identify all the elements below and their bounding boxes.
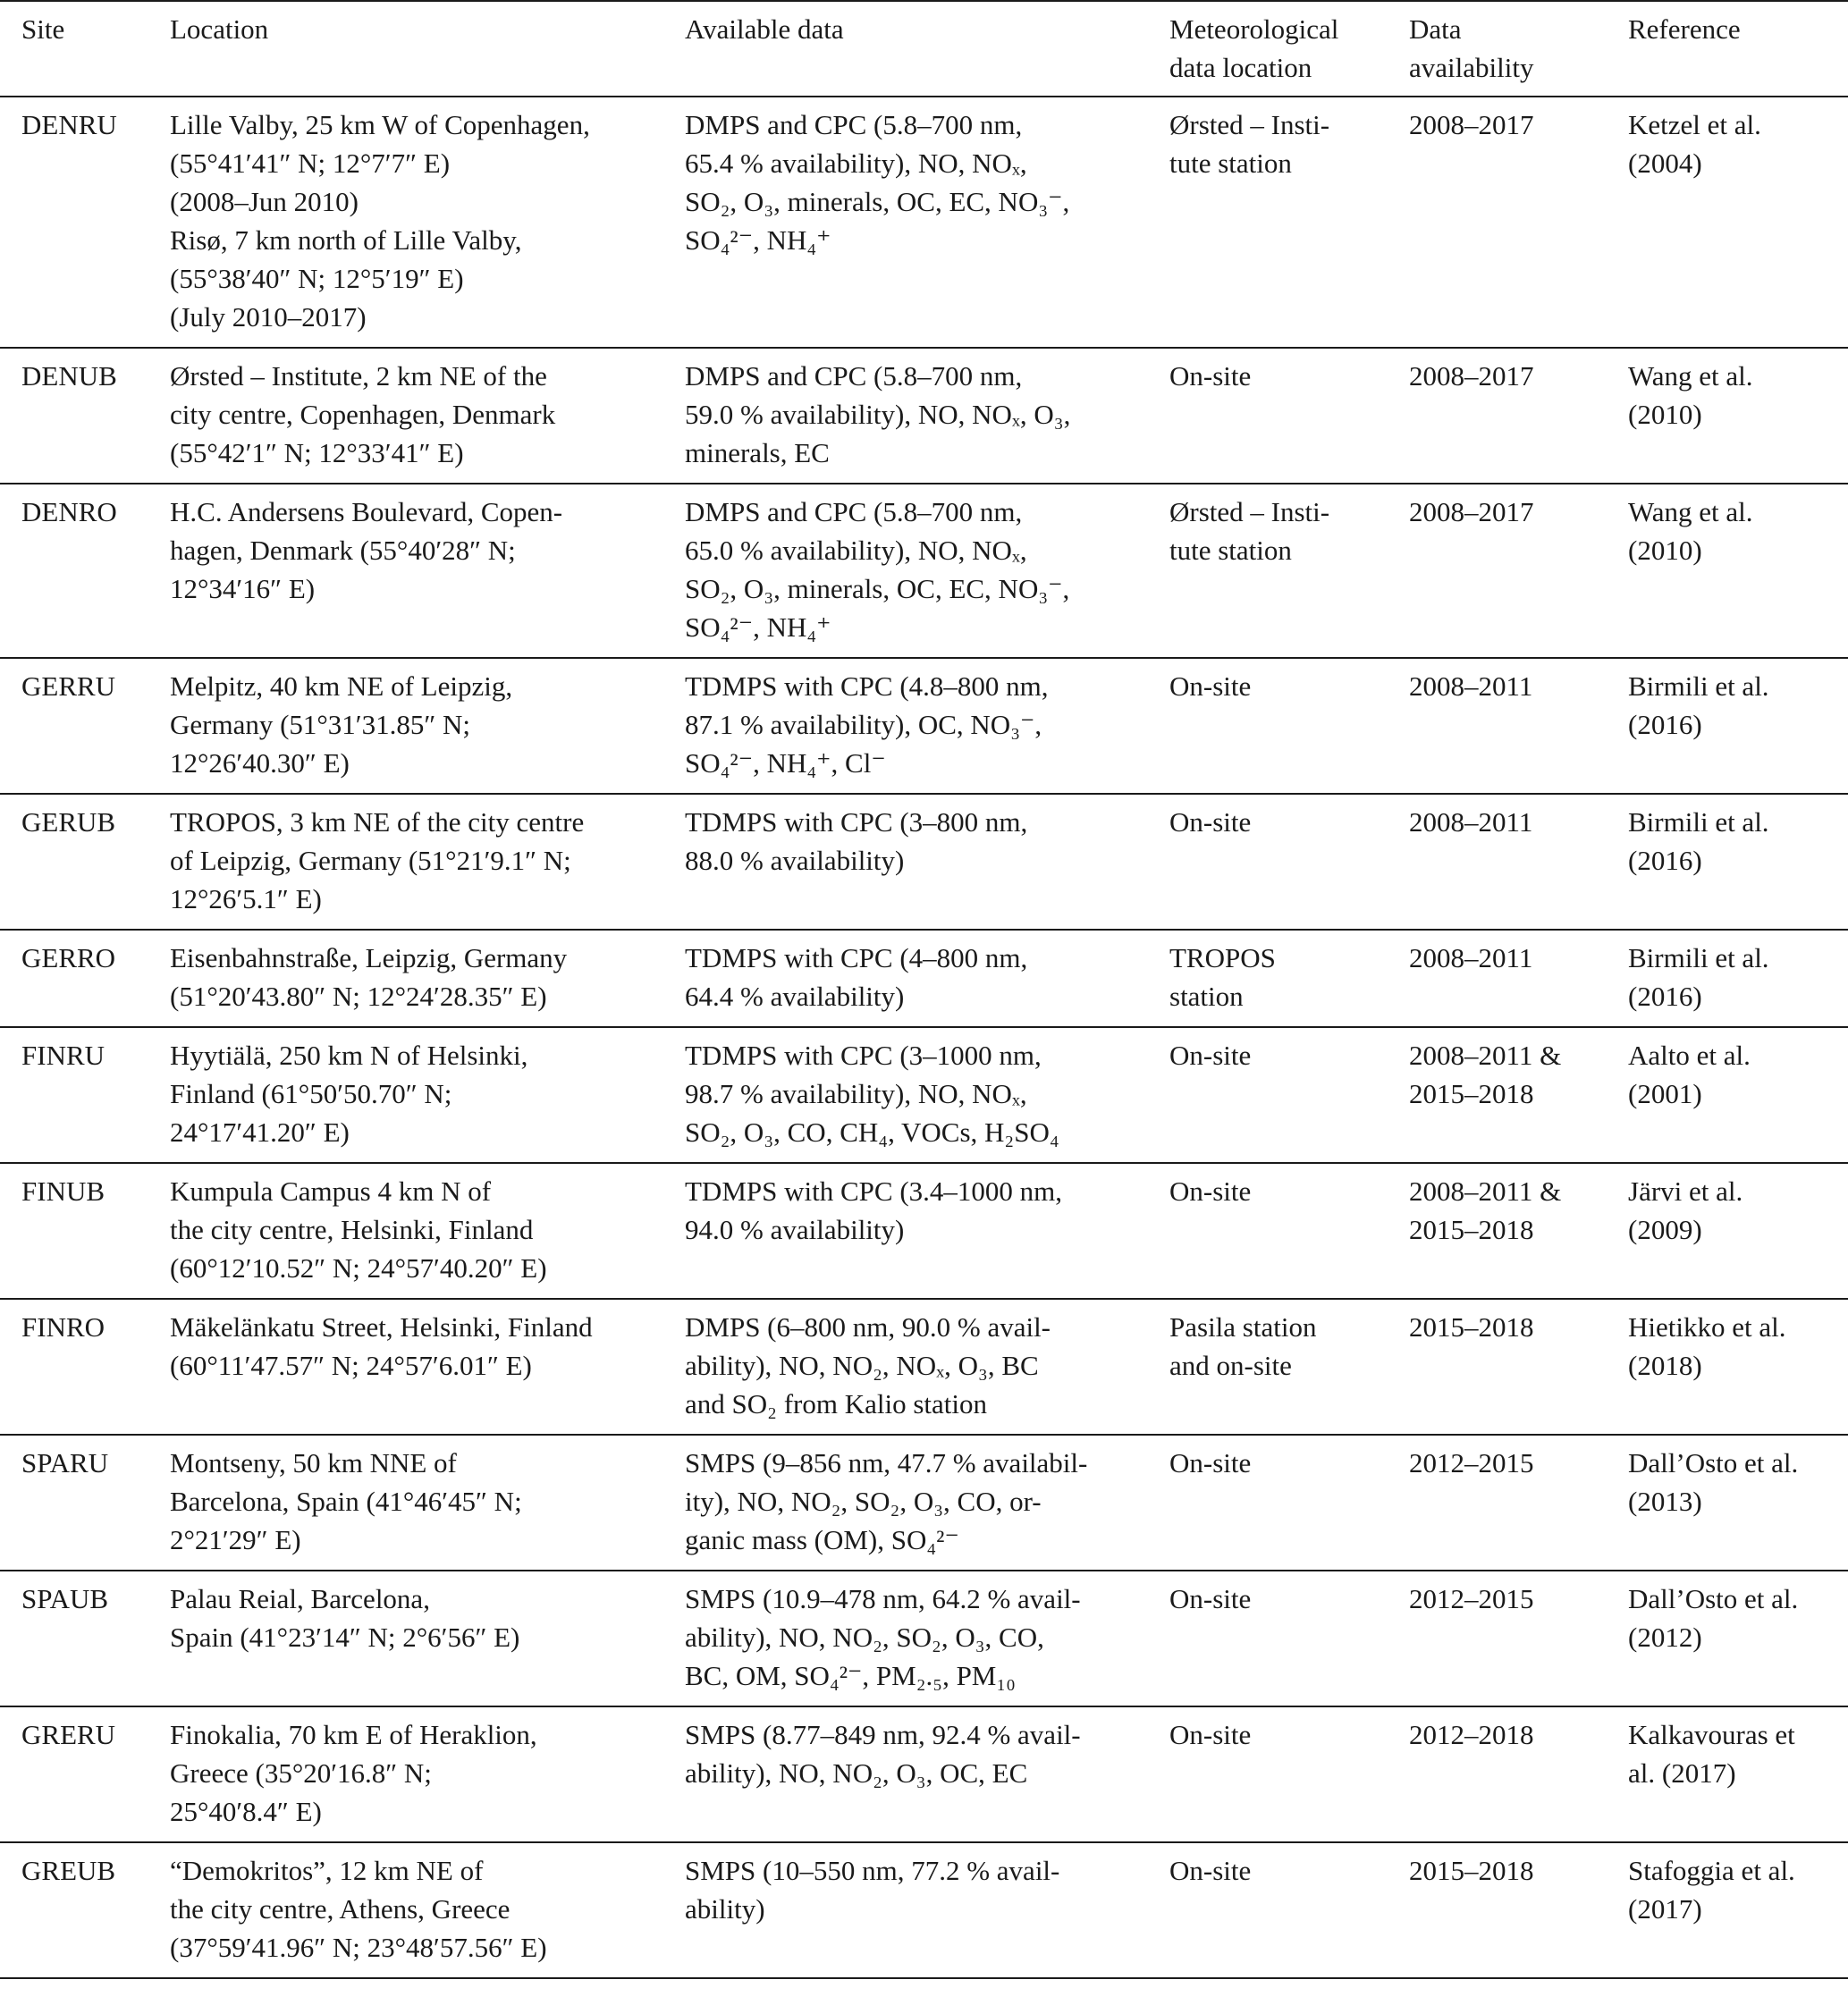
met-location-line: and on-site — [1169, 1350, 1292, 1381]
available-data-line: 64.4 % availability) — [685, 981, 905, 1012]
location-line: (55°42′1″ N; 12°33′41″ E) — [170, 437, 464, 468]
loc-cell — [148, 1163, 663, 1299]
availability-line: 2015–2018 — [1409, 1855, 1534, 1886]
dav-cell — [1388, 1571, 1607, 1706]
available-data-line: ability), NO, NO₂, SO₂, O₃, CO, — [685, 1622, 1044, 1653]
location-line: Eisenbahnstraße, Leipzig, Germany — [170, 942, 568, 973]
ref-cell — [1607, 1027, 1848, 1163]
location-line: Melpitz, 40 km NE of Leipzig, — [170, 670, 513, 702]
location-line: 12°26′40.30″ E) — [170, 747, 350, 779]
available-data-line: ity), NO, NO₂, SO₂, O₃, CO, or- — [685, 1486, 1042, 1517]
avail-cell — [663, 1842, 1148, 1978]
location-line: 12°26′5.1″ E) — [170, 883, 322, 914]
reference-line: Birmili et al. — [1628, 670, 1769, 702]
loc-cell — [148, 1571, 663, 1706]
available-data-line: DMPS (6–800 nm, 90.0 % avail- — [685, 1311, 1051, 1343]
ref-cell — [1607, 97, 1848, 348]
reference-line: Stafoggia et al. — [1628, 1855, 1795, 1886]
dav-cell — [1388, 97, 1607, 348]
available-data-line: SO₂, O₃, minerals, OC, EC, NO₃⁻, — [685, 573, 1070, 604]
available-data-line: DMPS and CPC (5.8–700 nm, — [685, 109, 1023, 140]
avail-cell — [663, 1571, 1148, 1706]
location-line: (55°38′40″ N; 12°5′19″ E) — [170, 263, 464, 294]
location-line: (60°12′10.52″ N; 24°57′40.20″ E) — [170, 1252, 547, 1284]
location-line: Germany (51°31′31.85″ N; — [170, 709, 471, 740]
available-data-line: ganic mass (OM), SO₄²⁻ — [685, 1524, 959, 1555]
avail-cell — [663, 794, 1148, 930]
dav-cell — [1388, 1027, 1607, 1163]
met-location-line: station — [1169, 981, 1244, 1012]
met-cell — [1148, 1571, 1388, 1706]
met-cell — [1148, 658, 1388, 794]
table-row — [0, 1706, 1848, 1842]
loc-cell — [148, 794, 663, 930]
available-data-line: TDMPS with CPC (4–800 nm, — [685, 942, 1028, 973]
ref-cell — [1607, 1435, 1848, 1571]
availability-line: 2008–2011 & — [1409, 1040, 1562, 1071]
met-location-line: On-site — [1169, 1583, 1252, 1614]
table-row — [0, 1842, 1848, 1978]
avail-cell — [663, 348, 1148, 484]
availability-line: 2012–2015 — [1409, 1583, 1534, 1614]
available-data-line: TDMPS with CPC (3.4–1000 nm, — [685, 1175, 1063, 1207]
availability-line: 2008–2011 & — [1409, 1175, 1562, 1207]
location-line: Finland (61°50′50.70″ N; — [170, 1078, 452, 1109]
dav-cell — [1388, 658, 1607, 794]
available-data-line: TDMPS with CPC (3–800 nm, — [685, 806, 1028, 838]
location-line: hagen, Denmark (55°40′28″ N; — [170, 535, 516, 566]
loc-cell — [148, 930, 663, 1027]
met-location-line: TROPOS — [1169, 942, 1276, 973]
header-met-line: data location — [1169, 52, 1312, 83]
site-code: GREUB — [21, 1855, 116, 1886]
dav-cell — [1388, 1706, 1607, 1842]
table-header — [0, 1, 1848, 97]
location-line: (60°11′47.57″ N; 24°57′6.01″ E) — [170, 1350, 532, 1381]
location-line: 24°17′41.20″ E) — [170, 1116, 350, 1148]
met-location-line: tute station — [1169, 535, 1292, 566]
table-row — [0, 348, 1848, 484]
avail-cell — [663, 97, 1148, 348]
header-met-line: Meteorological — [1169, 13, 1339, 45]
table-row — [0, 930, 1848, 1027]
reference-line: Hietikko et al. — [1628, 1311, 1786, 1343]
met-location-line: Pasila station — [1169, 1311, 1317, 1343]
header-availability-line: Data — [1409, 13, 1462, 45]
table-row — [0, 1163, 1848, 1299]
location-line: of Leipzig, Germany (51°21′9.1″ N; — [170, 845, 571, 876]
availability-line: 2008–2011 — [1409, 670, 1533, 702]
availability-line: 2008–2017 — [1409, 360, 1534, 392]
site-code: GRERU — [21, 1719, 116, 1750]
avail-cell — [663, 484, 1148, 658]
location-line: 12°34′16″ E) — [170, 573, 316, 604]
site-code: GERRU — [21, 670, 116, 702]
availability-line: 2008–2011 — [1409, 806, 1533, 838]
location-line: Hyytiälä, 250 km N of Helsinki, — [170, 1040, 528, 1071]
location-line: Lille Valby, 25 km W of Copenhagen, — [170, 109, 590, 140]
met-cell — [1148, 1299, 1388, 1435]
available-data-line: ability) — [685, 1893, 765, 1925]
location-line: H.C. Andersens Boulevard, Copen- — [170, 496, 563, 527]
location-line: “Demokritos”, 12 km NE of — [170, 1855, 484, 1886]
met-location-line: tute station — [1169, 147, 1292, 179]
location-line: Mäkelänkatu Street, Helsinki, Finland — [170, 1311, 593, 1343]
available-data-line: 87.1 % availability), OC, NO₃⁻, — [685, 709, 1042, 740]
available-data-line: SO₂, O₃, CO, CH₄, VOCs, H₂SO₄ — [685, 1116, 1059, 1148]
loc-cell — [148, 348, 663, 484]
dav-cell — [1388, 930, 1607, 1027]
location-line: 2°21′29″ E) — [170, 1524, 301, 1555]
met-location-line: On-site — [1169, 1855, 1252, 1886]
table-row — [0, 1027, 1848, 1163]
reference-line: (2016) — [1628, 981, 1702, 1012]
reference-line: al. (2017) — [1628, 1757, 1736, 1789]
location-line: Montseny, 50 km NNE of — [170, 1447, 457, 1478]
available-data-line: SMPS (10–550 nm, 77.2 % avail- — [685, 1855, 1060, 1886]
site-code: FINRO — [21, 1311, 105, 1343]
availability-line: 2008–2017 — [1409, 496, 1534, 527]
available-data-line: SO₄²⁻, NH₄⁺, Cl⁻ — [685, 747, 886, 779]
location-line: Ørsted – Institute, 2 km NE of the — [170, 360, 547, 392]
reference-line: Dall’Osto et al. — [1628, 1447, 1799, 1478]
reference-line: (2013) — [1628, 1486, 1702, 1517]
loc-cell — [148, 1706, 663, 1842]
met-cell — [1148, 1706, 1388, 1842]
available-data-line: SO₄²⁻, NH₄⁺ — [685, 224, 831, 256]
met-cell — [1148, 484, 1388, 658]
reference-line: Birmili et al. — [1628, 942, 1769, 973]
table-row — [0, 794, 1848, 930]
loc-cell — [148, 97, 663, 348]
reference-line: (2017) — [1628, 1893, 1702, 1925]
reference-line: Wang et al. — [1628, 360, 1753, 392]
reference-line: Järvi et al. — [1628, 1175, 1743, 1207]
met-cell — [1148, 1842, 1388, 1978]
reference-line: (2012) — [1628, 1622, 1702, 1653]
table-row — [0, 1571, 1848, 1706]
location-line: the city centre, Helsinki, Finland — [170, 1214, 534, 1245]
reference-line: Dall’Osto et al. — [1628, 1583, 1799, 1614]
location-line: TROPOS, 3 km NE of the city centre — [170, 806, 585, 838]
location-line: (55°41′41″ N; 12°7′7″ E) — [170, 147, 451, 179]
dav-cell — [1388, 348, 1607, 484]
header-row — [0, 1, 1848, 97]
avail-cell — [663, 1299, 1148, 1435]
ref-cell — [1607, 348, 1848, 484]
met-location-line: Ørsted – Insti- — [1169, 496, 1330, 527]
reference-line: (2016) — [1628, 709, 1702, 740]
reference-line: (2009) — [1628, 1214, 1702, 1245]
loc-cell — [148, 1842, 663, 1978]
ref-cell — [1607, 930, 1848, 1027]
met-location-line: On-site — [1169, 1447, 1252, 1478]
available-data-line: BC, OM, SO₄²⁻, PM₂.₅, PM₁₀ — [685, 1660, 1016, 1691]
site-code: DENRO — [21, 496, 117, 527]
met-location-line: Ørsted – Insti- — [1169, 109, 1330, 140]
location-line: (July 2010–2017) — [170, 301, 367, 333]
ref-cell — [1607, 1571, 1848, 1706]
met-cell — [1148, 97, 1388, 348]
met-location-line: On-site — [1169, 360, 1252, 392]
available-data-line: 65.4 % availability), NO, NOₓ, — [685, 147, 1027, 179]
header-available-data: Available data — [685, 13, 844, 45]
header-data-availability — [1388, 1, 1607, 97]
ref-cell — [1607, 1706, 1848, 1842]
reference-line: Ketzel et al. — [1628, 109, 1761, 140]
avail-cell — [663, 930, 1148, 1027]
availability-line: 2015–2018 — [1409, 1214, 1534, 1245]
met-cell — [1148, 348, 1388, 484]
table-row — [0, 484, 1848, 658]
location-line: Palau Reial, Barcelona, — [170, 1583, 430, 1614]
reference-line: Wang et al. — [1628, 496, 1753, 527]
available-data-line: ability), NO, NO₂, NOₓ, O₃, BC — [685, 1350, 1039, 1381]
met-cell — [1148, 794, 1388, 930]
loc-cell — [148, 484, 663, 658]
avail-cell — [663, 658, 1148, 794]
available-data-line: SO₄²⁻, NH₄⁺ — [685, 611, 831, 643]
ref-cell — [1607, 484, 1848, 658]
dav-cell — [1388, 794, 1607, 930]
ref-cell — [1607, 1163, 1848, 1299]
available-data-line: 65.0 % availability), NO, NOₓ, — [685, 535, 1027, 566]
available-data-line: SMPS (9–856 nm, 47.7 % availabil- — [685, 1447, 1088, 1478]
available-data-line: 88.0 % availability) — [685, 845, 905, 876]
location-line: 25°40′8.4″ E) — [170, 1796, 322, 1827]
ref-cell — [1607, 658, 1848, 794]
dav-cell — [1388, 484, 1607, 658]
table-body — [0, 97, 1848, 1978]
location-line: Risø, 7 km north of Lille Valby, — [170, 224, 522, 256]
availability-line: 2012–2018 — [1409, 1719, 1534, 1750]
available-data-line: SO₂, O₃, minerals, OC, EC, NO₃⁻, — [685, 186, 1070, 217]
header-site: Site — [21, 13, 65, 45]
dav-cell — [1388, 1163, 1607, 1299]
site-code: DENUB — [21, 360, 117, 392]
available-data-line: 94.0 % availability) — [685, 1214, 905, 1245]
reference-line: (2001) — [1628, 1078, 1702, 1109]
avail-cell — [663, 1435, 1148, 1571]
location-line: (2008–Jun 2010) — [170, 186, 359, 217]
reference-line: (2018) — [1628, 1350, 1702, 1381]
location-line: (51°20′43.80″ N; 12°24′28.35″ E) — [170, 981, 547, 1012]
table-row — [0, 97, 1848, 348]
avail-cell — [663, 1706, 1148, 1842]
table-row — [0, 1299, 1848, 1435]
site-code: DENRU — [21, 109, 117, 140]
available-data-line: ability), NO, NO₂, O₃, OC, EC — [685, 1757, 1028, 1789]
header-location: Location — [170, 13, 269, 45]
site-code: SPARU — [21, 1447, 109, 1478]
available-data-line: TDMPS with CPC (3–1000 nm, — [685, 1040, 1042, 1071]
dav-cell — [1388, 1435, 1607, 1571]
reference-line: Birmili et al. — [1628, 806, 1769, 838]
location-line: Finokalia, 70 km E of Heraklion, — [170, 1719, 537, 1750]
met-location-line: On-site — [1169, 806, 1252, 838]
availability-line: 2012–2015 — [1409, 1447, 1534, 1478]
availability-line: 2015–2018 — [1409, 1078, 1534, 1109]
ref-cell — [1607, 1299, 1848, 1435]
reference-line: (2004) — [1628, 147, 1702, 179]
available-data-line: 98.7 % availability), NO, NOₓ, — [685, 1078, 1027, 1109]
reference-line: (2016) — [1628, 845, 1702, 876]
dav-cell — [1388, 1299, 1607, 1435]
available-data-line: TDMPS with CPC (4.8–800 nm, — [685, 670, 1049, 702]
met-cell — [1148, 930, 1388, 1027]
header-reference: Reference — [1628, 13, 1741, 45]
dav-cell — [1388, 1842, 1607, 1978]
availability-line: 2008–2017 — [1409, 109, 1534, 140]
location-line: city centre, Copenhagen, Denmark — [170, 399, 556, 430]
loc-cell — [148, 1299, 663, 1435]
availability-line: 2008–2011 — [1409, 942, 1533, 973]
available-data-line: DMPS and CPC (5.8–700 nm, — [685, 496, 1023, 527]
available-data-line: minerals, EC — [685, 437, 830, 468]
ref-cell — [1607, 1842, 1848, 1978]
reference-line: (2010) — [1628, 535, 1702, 566]
location-line: (37°59′41.96″ N; 23°48′57.56″ E) — [170, 1932, 547, 1963]
avail-cell — [663, 1027, 1148, 1163]
site-code: GERUB — [21, 806, 116, 838]
loc-cell — [148, 1435, 663, 1571]
reference-line: (2010) — [1628, 399, 1702, 430]
availability-line: 2015–2018 — [1409, 1311, 1534, 1343]
location-line: Spain (41°23′14″ N; 2°6′56″ E) — [170, 1622, 520, 1653]
table-row — [0, 658, 1848, 794]
site-code: SPAUB — [21, 1583, 109, 1614]
site-code: GERRO — [21, 942, 116, 973]
met-cell — [1148, 1163, 1388, 1299]
available-data-line: and SO₂ from Kalio station — [685, 1388, 987, 1420]
reference-line: Kalkavouras et — [1628, 1719, 1795, 1750]
available-data-line: 59.0 % availability), NO, NOₓ, O₃, — [685, 399, 1071, 430]
ref-cell — [1607, 794, 1848, 930]
site-code: FINRU — [21, 1040, 105, 1071]
met-location-line: On-site — [1169, 1040, 1252, 1071]
met-location-line: On-site — [1169, 670, 1252, 702]
loc-cell — [148, 658, 663, 794]
table-row — [0, 1435, 1848, 1571]
location-line: Kumpula Campus 4 km N of — [170, 1175, 492, 1207]
met-location-line: On-site — [1169, 1719, 1252, 1750]
location-line: Barcelona, Spain (41°46′45″ N; — [170, 1486, 522, 1517]
header-met-location — [1148, 1, 1388, 97]
met-cell — [1148, 1027, 1388, 1163]
available-data-line: SMPS (10.9–478 nm, 64.2 % avail- — [685, 1583, 1081, 1614]
loc-cell — [148, 1027, 663, 1163]
met-location-line: On-site — [1169, 1175, 1252, 1207]
available-data-line: SMPS (8.77–849 nm, 92.4 % avail- — [685, 1719, 1081, 1750]
location-line: the city centre, Athens, Greece — [170, 1893, 511, 1925]
reference-line: Aalto et al. — [1628, 1040, 1751, 1071]
avail-cell — [663, 1163, 1148, 1299]
header-availability-line: availability — [1409, 52, 1534, 83]
site-code: FINUB — [21, 1175, 105, 1207]
met-cell — [1148, 1435, 1388, 1571]
available-data-line: DMPS and CPC (5.8–700 nm, — [685, 360, 1023, 392]
location-line: Greece (35°20′16.8″ N; — [170, 1757, 432, 1789]
